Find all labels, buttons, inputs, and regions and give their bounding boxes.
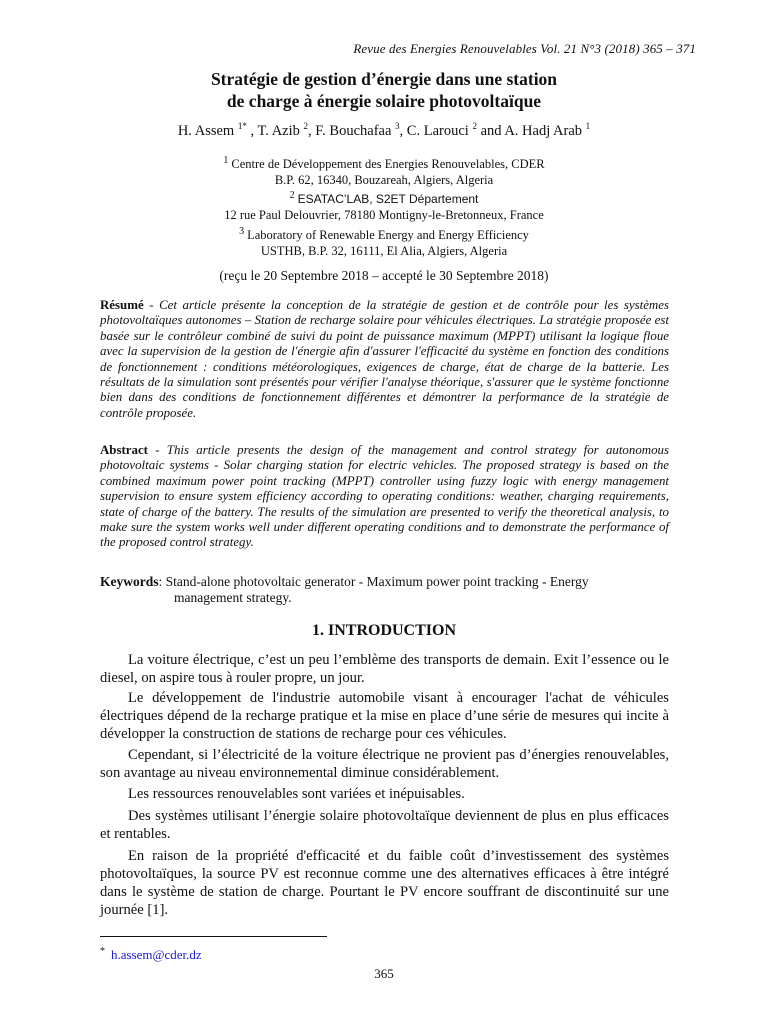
body-paragraph: Le développement de l'industrie automobile visant à encourager l'achat de véhicules électriques dépend de la recharge pratique et la mise en place d’une série de mesures qui incite à développer la construction de stations de recharge pour ces véhicules. [100, 690, 669, 742]
body-paragraph: Cependant, si l’électricité de la voiture électrique ne provient pas d’énergies renouvelables, son avantage au niveau environnemental diminue considérablement. [100, 747, 669, 781]
affiliation-line: Centre de Développement des Energies Renouvelables, CDER [231, 157, 545, 171]
author-sup: 2 [472, 121, 477, 131]
body-paragraph: En raison de la propriété d'efficacité et du faible coût d’investissement des systèmes photovoltaïques, la source PV est reconnue comme une des alternatives efficaces à être intégré dans le système de station de charge. Pourtant le PV encore souffrant de discontinuité sur une journée [1]. [100, 848, 669, 918]
affiliation-line: Laboratory of Renewable Energy and Energy Efficiency [247, 228, 529, 242]
affiliation-3 [0, 224, 768, 259]
keywords-line-2: management strategy. [174, 590, 292, 605]
author-sup: 2 [303, 121, 309, 131]
section-heading: 1. INTRODUCTION [311, 622, 456, 639]
affiliation-1 [0, 153, 768, 188]
affiliation-sup: 2 [289, 190, 295, 201]
resume-label: Résumé [100, 298, 144, 312]
abstract-text: This article presents the design of the management and control strategy for autonomous photovoltaic systems - Solar charging station for electric vehicles. The proposed strategy is based on the combined maximum power point tracking (MPPT) controller using fuzzy logic with energy management supervision to ensure system efficiency according to operating conditions: weather, charging requirements, state of charge of the battery. The results of the simulation are presented to verify the theoretical analysis, to make sure the system works well under different operating conditions and to demonstrate the performance of the proposed control strategy. [100, 443, 669, 550]
abstract-block: Abstract - This article presents the design of the management and control strategy for autonomous photovoltaic systems - Solar charging station for electric vehicles. The proposed strategy is based on the combined maximum power point tracking (MPPT) controller using fuzzy logic with energy management supervision to ensure system efficiency according to operating conditions: weather, charging requirements, state of charge of the battery. The results of the simulation are presented to verify the theoretical analysis, to make sure the system works well under different operating conditions and to demonstrate the performance of the proposed control strategy. [100, 443, 669, 550]
title-line-1: Stratégie de gestion d’énergie dans une station [210, 69, 558, 89]
affiliation-line: USTHB, B.P. 32, 16111, El Alia, Algiers, Algeria [260, 244, 508, 258]
author-name: C. Larouci [406, 123, 469, 139]
resume-text: Cet article présente la conception de la stratégie de gestion et de contrôle pour les systèmes photovoltaïques autonomes – Station de recharge solaire pour véhicules électriques. La stratégie proposée est basée sur le contrôleur combiné de suivi du point de puissance maximum (MPPT) utilisant la logique floue avec la supervision de la gestion de l'énergie afin d'assurer l'efficacité du système en fonction des conditions de fonctionnement : conditions météorologiques, exigences de charge, état de charge de la batterie. Les résultats de la simulation sont présentés pour vérifier l'analyse théorique, s'assurer que le système fonctionne bien dans des conditions de fonctionnement différentes et démontrer la performance de la stratégie de contrôle proposée. [100, 298, 669, 420]
footnote-marker: * [100, 946, 105, 957]
received-dates: (reçu le 20 Septembre 2018 – accepté le 30 Septembre 2018) [219, 268, 549, 283]
abstract-label: Abstract [100, 443, 148, 457]
keywords-label: Keywords [100, 574, 159, 589]
affiliation-sup: 1 [223, 155, 229, 166]
author-sup: 1 [585, 121, 591, 131]
footnote-rule [100, 936, 327, 937]
author-sup: 1* [237, 121, 247, 131]
author-list: H. Assem $^{1*}$ , T. Azib $^2$, F. Bouchafaa $^3$, C. Larouci $^2$ and A. Hadj Arab $^1$ [177, 121, 591, 139]
author-sup: 3 [395, 121, 400, 131]
author-name: H. Assem [177, 123, 235, 139]
affiliation-2 [0, 188, 768, 223]
body-paragraph: Les ressources renouvelables sont variées et inépuisables. [128, 786, 465, 802]
author-name: A. Hadj Arab [504, 123, 583, 139]
email-link[interactable]: h.assem@cder.dz [111, 947, 202, 962]
affiliation-line: B.P. 62, 16340, Bouzareah, Algiers, Algeria [274, 173, 494, 187]
author-name: T. Azib [257, 123, 300, 139]
body-paragraph: Des systèmes utilisant l’énergie solaire photovoltaïque deviennent de plus en plus efficaces et rentables. [100, 808, 669, 842]
author-name: F. Bouchafaa [315, 123, 392, 139]
resume-block: Résumé - Cet article présente la conception de la stratégie de gestion et de contrôle pour les systèmes photovoltaïques autonomes – Station de recharge solaire pour véhicules électriques. La stratégie proposée est basée sur le contrôleur combiné de suivi du point de puissance maximum (MPPT) utilisant la logique floue avec la supervision de la gestion de l'énergie afin d'assurer l'efficacité du système en fonction des conditions de fonctionnement : conditions météorologiques, exigences de charge, état de charge de la batterie. Les résultats de la simulation sont présentés pour vérifier l'analyse théorique, s'assurer que le système fonctionne bien dans des conditions de fonctionnement différentes et démontrer la performance de la stratégie de contrôle proposée. [100, 298, 669, 420]
footnote [100, 946, 202, 963]
affiliation-sup: 3 [239, 226, 245, 237]
affiliation-line: ESATAC’LAB, S2ET Département [297, 192, 479, 206]
paper-title [0, 68, 768, 112]
title-line-2: de charge à énergie solaire photovoltaïque [226, 91, 542, 111]
affiliation-line: 12 rue Paul Delouvrier, 78180 Montigny-le-Bretonneux, France [224, 208, 544, 222]
body-paragraph: La voiture électrique, c’est un peu l’emblème des transports de demain. Exit l’essence ou le diesel, on aspire tous à rouler propre, un jour. [100, 652, 669, 686]
keywords-block: Keywords: Stand-alone photovoltaic generator - Maximum power point tracking - Energy management strategy. [100, 574, 669, 606]
journal-header: Revue des Energies Renouvelables Vol. 21 N°3 (2018) 365 – 371 [353, 41, 696, 56]
keywords-line-1: Stand-alone photovoltaic generator - Maximum power point tracking - Energy [165, 574, 589, 589]
page-number: 365 [374, 966, 394, 981]
